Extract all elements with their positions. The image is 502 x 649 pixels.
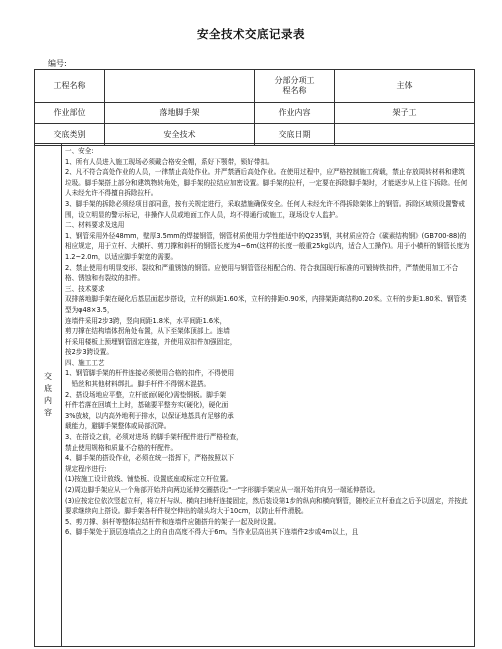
work-part-value: 落地脚手架 — [105, 103, 255, 124]
project-name-label: 工程名称 — [35, 70, 105, 103]
content-paragraph: 2、凡不符合高处作业的人员，一律禁止高处作业。并严禁酒后高处作业。在使用过程中，应严格控制施工荷载，禁止存放周转材料和建筑垃圾。脚手架搭上部分和建筑物转角处，脚手架的拉结应加密设置。脚手架的拉杆，一定要在拆除脚手架时，才能逐步从上往下拆除。任何人未经允许不得擅自拆除拉杆。 — [65, 168, 468, 198]
info-row-project — [35, 70, 475, 103]
content-paragraph: 二、材料要求及选用 — [65, 221, 125, 230]
side-label-cell — [35, 144, 62, 647]
content-paragraph: 3、在搭设之前，必须对进场 的脚手架杆配件进行严格检查， — [65, 433, 243, 442]
content-paragraph: 2、禁止使用有明显变形、裂纹和严重锈蚀的钢管。应使用与钢管管径相配合的、符合我国现行标准的可锻铸铁扣件，严禁使用加工不合格、锈蚀和有裂纹的扣件。 — [65, 263, 459, 283]
content-paragraph: 杆件若落在回填土上时，基础要平整夯实(硬化)，硬化面 — [65, 401, 229, 410]
content-paragraph: 按2步3跨设置。 — [65, 348, 113, 357]
content-paragraph: 4、脚手架的搭设作业，必须在统一指挥下，严格按照以下 — [65, 454, 235, 463]
content-paragraph: 3%放坡，以内高外地利于排水，以保证地基具有足够的承 — [65, 411, 234, 420]
content-paragraph: 3、脚手架的拆除必须经项目部同意，按有关规定进行，采取措施确保安全。任何人未经允许不得拆除架体上的钢管。拆除区域须设置警戒围，设立明显的警示标记，非操作人员或地面工作人员，均不得通行或施工，现场设专人监护。 — [65, 199, 465, 219]
briefing-type-label: 交底类别 — [35, 124, 105, 146]
content-paragraph: 1、钢管脚手架的杆件连接必须使用合格的扣件，不得使用 — [65, 369, 235, 378]
content-paragraph: 载能力，避脚手架整体或局部沉降。 — [65, 422, 171, 431]
content-paragraph: 5、剪刀撑、斜杆等整体拉结杆件和连墙件应随搭升的架子一起及时设置。 — [65, 517, 281, 526]
content-paragraph: (3)应按定位依次竖起立杆，将立杆与纵、横向扫地杆连接固定，然后装设第1步的纵向和横向钢管，随校正立杆垂直之后予以固定，并按此要求继续向上搭设。脚手架各杆件视空伸出的端头均大于10cm，以防止杆件滑脱。 — [65, 496, 468, 516]
content-cell — [62, 144, 475, 647]
content-paragraph: 禁止使用规格和质量不合格的杆配件。 — [65, 443, 178, 452]
side-label: 交底内容 — [44, 372, 52, 417]
sub-project-label-text: 分部分项工程名称 — [274, 76, 315, 95]
content-paragraph: 三、技术要求 — [65, 284, 105, 293]
work-part-label: 作业部位 — [35, 103, 105, 124]
info-row-work — [35, 103, 475, 124]
content-paragraph: 1、钢管采用外径48mm，壁厚3.5mm的焊接钢管，钢管材质使用力学性能适中的Q235钢，其材质应符合《碳素结构钢》(GB700-88)的相应规定，用于立杆、大横杆、剪刀撑和斜杆的钢管长度为4~6m(这样的长度一般重25kg以内，适合人工操作)。用于小横杆的钢管长度为1.2~2.0m，以适应脚手架宽的需要。 — [65, 231, 470, 261]
sub-project-value: 主体 — [335, 70, 475, 103]
content-paragraph: 6、脚手架处于顶层连墙点之上的自由高度不得大于6m。当作业层高出其下连墙件2步或4m以上，且 — [65, 528, 359, 537]
content-paragraph: (1)按施工设计放线、铺垫板、设置底座或标定立杆位置。 — [65, 475, 233, 484]
content-paragraph: 铅丝和其他材料绑扎。脚手杆件不得钢木混搭。 — [65, 380, 211, 389]
serial-number-label: 编号: — [48, 59, 67, 68]
content-paragraph: 四、施工工艺 — [65, 358, 105, 367]
briefing-content — [62, 144, 474, 646]
content-paragraph: 双排落地脚手架在硬化后基层面起步搭设，立杆的纵距1.60米，立杆的排距0.90米，内排架距离结构0.20米。立杆的步距1.80米、钢管类型为φ48×3.5， — [65, 295, 467, 314]
content-paragraph: 杆采用楼板上预埋钢管固定连接，并使用双扣件加强固定， — [65, 337, 237, 346]
content-paragraph: 剪刀撑在结构墙体拐角处布置，从下至架体顶部上。连墙 — [65, 327, 230, 336]
sub-project-label — [255, 70, 335, 103]
content-paragraph: (2)周边脚手架应从一个角部开始并向两边延伸交圈搭设;"一"字形脚手架应从一端开始并向另一端延伸搭设。 — [65, 486, 380, 494]
content-paragraph: 规定程序进行: — [65, 464, 107, 473]
work-content-value: 架子工 — [335, 103, 475, 124]
content-paragraph: 一、安全: — [65, 147, 94, 155]
work-content-label: 作业内容 — [255, 103, 335, 124]
info-table — [34, 69, 475, 146]
briefing-date-label: 交底日期 — [255, 124, 335, 146]
briefing-type-value: 安全技术 — [105, 124, 255, 146]
document-title: 安全技术交底记录表 — [197, 27, 305, 41]
content-paragraph: 1、所有人员进入施工现场必须戴合格安全帽，系好下颚带，锁好带扣。 — [65, 157, 274, 166]
content-paragraph: 连墙件采用2步3跨，竖向间距1.8米，水平间距1.6米， — [65, 316, 227, 325]
project-name-value — [105, 70, 255, 103]
briefing-content-table — [34, 143, 475, 647]
content-paragraph: 2、搭设场地应平整，立杆底面(硬化)需垫钢板。脚手架 — [65, 390, 226, 399]
